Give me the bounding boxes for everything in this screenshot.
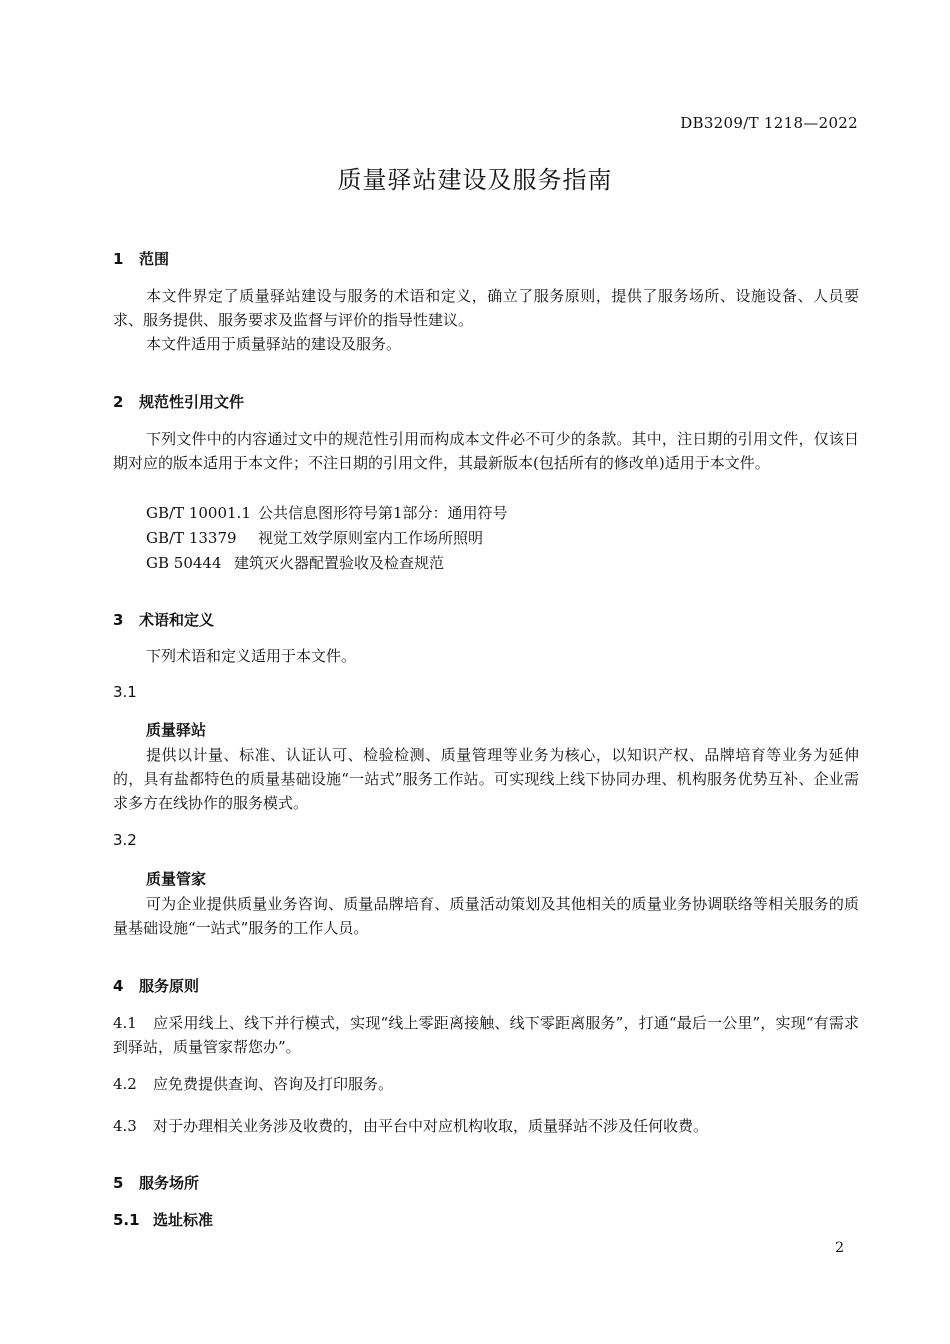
scope-paragraph-2: 本文件适用于质量驿站的建设及服务。 bbox=[146, 335, 402, 353]
reference-code: GB/T 10001.1 bbox=[146, 504, 251, 522]
section-number: 1 bbox=[113, 250, 124, 268]
section-title: 范围 bbox=[139, 250, 170, 268]
reference-item bbox=[146, 527, 483, 548]
clause-4-2 bbox=[113, 1072, 859, 1096]
reference-code: GB/T 13379 bbox=[146, 529, 237, 547]
section-number: 4 bbox=[113, 977, 124, 995]
reference-code: GB 50444 bbox=[146, 554, 222, 572]
section-number: 3 bbox=[113, 611, 124, 629]
scope-paragraph-1: 本文件界定了质量驿站建设与服务的术语和定义，确立了服务原则，提供了服务场所、设施设备、人员要求、服务提供、服务要求及监督与评价的指导性建议。 bbox=[113, 287, 859, 329]
section-title: 服务场所 bbox=[139, 1174, 200, 1192]
reference-title: 公共信息图形符号第1部分：通用符号 bbox=[258, 504, 508, 522]
clause-text: 对于办理相关业务涉及收费的，由平台中对应机构收取，质量驿站不涉及任何收费。 bbox=[153, 1117, 709, 1135]
term-definition: 可为企业提供质量业务咨询、质量品牌培育、质量活动策划及其他相关的质量业务协调联络等相关服务的质量基础设施“一站式”服务的工作人员。 bbox=[113, 895, 859, 937]
standard-number: DB3209/T 1218—2022 bbox=[680, 114, 858, 132]
terms-intro: 下列术语和定义适用于本文件。 bbox=[146, 647, 357, 665]
clause-text: 应免费提供查询、咨询及打印服务。 bbox=[153, 1075, 394, 1093]
term-name: 质量管家 bbox=[146, 870, 207, 888]
clause-4-3 bbox=[113, 1114, 859, 1138]
section-5-heading bbox=[113, 1172, 199, 1193]
clause-number: 4.2 bbox=[113, 1075, 137, 1093]
section-title: 服务原则 bbox=[139, 977, 200, 995]
clause-4-1 bbox=[113, 1011, 859, 1059]
section-number: 2 bbox=[113, 393, 124, 411]
reference-title: 视觉工效学原则室内工作场所照明 bbox=[258, 529, 484, 547]
clause-text: 应采用线上、线下并行模式，实现“线上零距离接触、线下零距离服务”，打通“最后一公里”，实现“有需求到驿站，质量管家帮您办”。 bbox=[113, 1014, 859, 1056]
term-name: 质量驿站 bbox=[146, 721, 207, 739]
document-title: 质量驿站建设及服务指南 bbox=[337, 166, 613, 194]
references-intro: 下列文件中的内容通过文中的规范性引用而构成本文件必不可少的条款。其中，注日期的引用文件，仅该日期对应的版本适用于本文件；不注日期的引用文件，其最新版本(包括所有的修改单)适用于本文件。 bbox=[113, 430, 859, 472]
section-number: 5 bbox=[113, 1174, 124, 1192]
section-title: 规范性引用文件 bbox=[139, 393, 245, 411]
section-3-heading bbox=[113, 609, 214, 630]
clause-number: 4.3 bbox=[113, 1117, 137, 1135]
clause-number: 5.1 bbox=[113, 1211, 140, 1229]
clause-title: 选址标准 bbox=[153, 1211, 214, 1229]
section-title: 术语和定义 bbox=[139, 611, 215, 629]
term-number: 3.1 bbox=[113, 683, 137, 701]
page-number: 2 bbox=[835, 1240, 844, 1256]
section-2-heading bbox=[113, 391, 244, 412]
term-definition: 提供以计量、标准、认证认可、检验检测、质量管理等业务为核心，以知识产权、品牌培育等业务为延伸的，具有盐都特色的质量基础设施“一站式”服务工作站。可实现线上线下协同办理、机构服务优势互补、企业需求多方在线协作的服务模式。 bbox=[113, 746, 859, 812]
section-4-heading bbox=[113, 975, 199, 996]
clause-5-1-heading bbox=[113, 1209, 213, 1230]
reference-item bbox=[146, 552, 444, 573]
reference-item bbox=[146, 502, 508, 523]
clause-number: 4.1 bbox=[113, 1014, 137, 1032]
term-number: 3.2 bbox=[113, 831, 137, 849]
reference-title: 建筑灭火器配置验收及检查规范 bbox=[234, 554, 445, 572]
section-1-heading bbox=[113, 248, 169, 269]
